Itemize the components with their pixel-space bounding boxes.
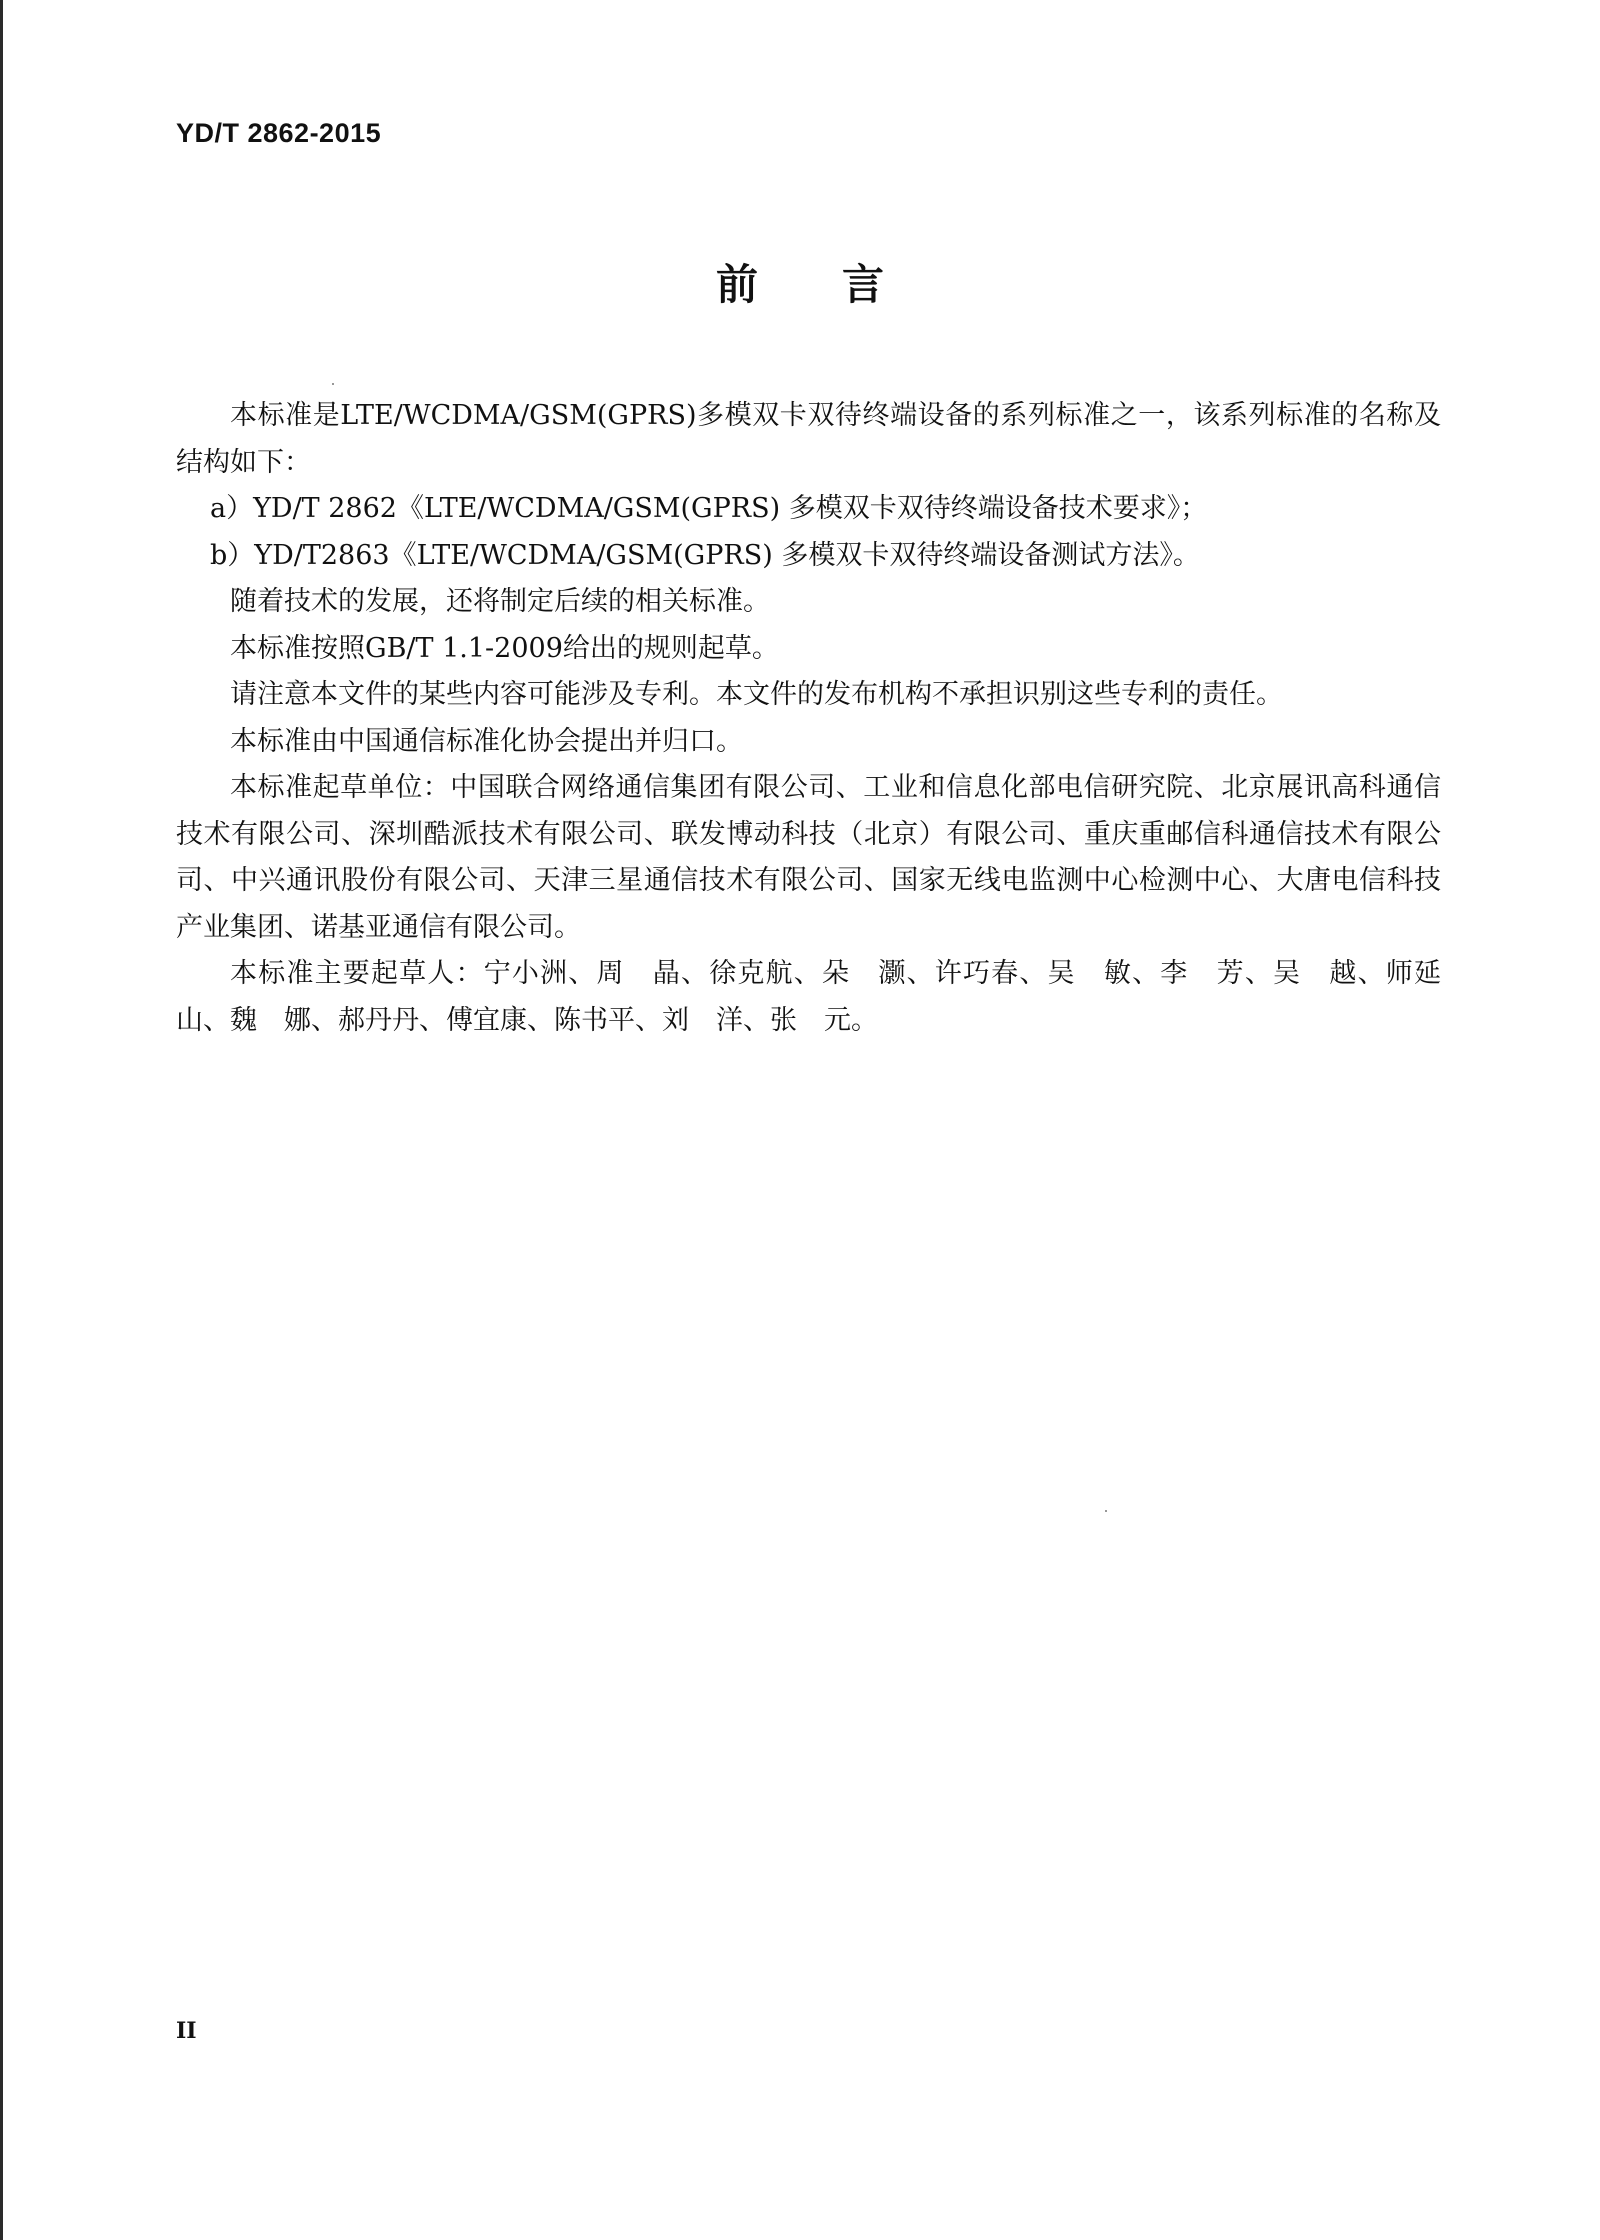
- list-item-b: b）YD/T2863《LTE/WCDMA/GSM(GPRS) 多模双卡双待终端设备测试方法》。: [210, 539, 1200, 571]
- paragraph-drafters: 本标准主要起草人：宁小洲、周 晶、徐克航、朵 灏、许巧春、吴 敏、李 芳、吴 越、师延山、魏 娜、郝丹丹、傅宜康、陈书平、刘 洋、张 元。: [176, 958, 1441, 1036]
- paragraph-development: 随着技术的发展，还将制定后续的相关标准。: [230, 586, 770, 617]
- title-char-1: 前: [715, 260, 758, 309]
- page-title: [0, 252, 1600, 312]
- scan-speck: [1105, 1510, 1107, 1512]
- paragraph-series-intro: 本标准是LTE/WCDMA/GSM(GPRS)多模双卡双待终端设备的系列标准之一，该系列标准的名称及结构如下：: [176, 400, 1441, 478]
- paragraph-proposer: 本标准由中国通信标准化协会提出并归口。: [230, 725, 743, 757]
- document-code: YD/T 2862-2015: [176, 118, 382, 148]
- title-char-2: 言: [842, 260, 885, 309]
- scan-edge: [0, 0, 3, 2240]
- paragraph-patent-notice: 请注意本文件的某些内容可能涉及专利。本文件的发布机构不承担识别这些专利的责任。: [230, 679, 1283, 710]
- scan-speck: [332, 383, 334, 385]
- page-number: II: [176, 2018, 197, 2044]
- paragraph-drafting-rules: 本标准按照GB/T 1.1-2009给出的规则起草。: [230, 632, 779, 664]
- list-item-a: a）YD/T 2862《LTE/WCDMA/GSM(GPRS) 多模双卡双待终端设备技术要求》；: [210, 493, 1208, 524]
- foreword-body: [176, 393, 1441, 1044]
- paragraph-drafting-units: 本标准起草单位：中国联合网络通信集团有限公司、工业和信息化部电信研究院、北京展讯高科通信技术有限公司、深圳酷派技术有限公司、联发博动科技（北京）有限公司、重庆重邮信科通信技术有限公司、中兴通讯股份有限公司、天津三星通信技术有限公司、国家无线电监测中心检测中心、大唐电信科技产业集团、诺基亚通信有限公司。: [176, 772, 1441, 943]
